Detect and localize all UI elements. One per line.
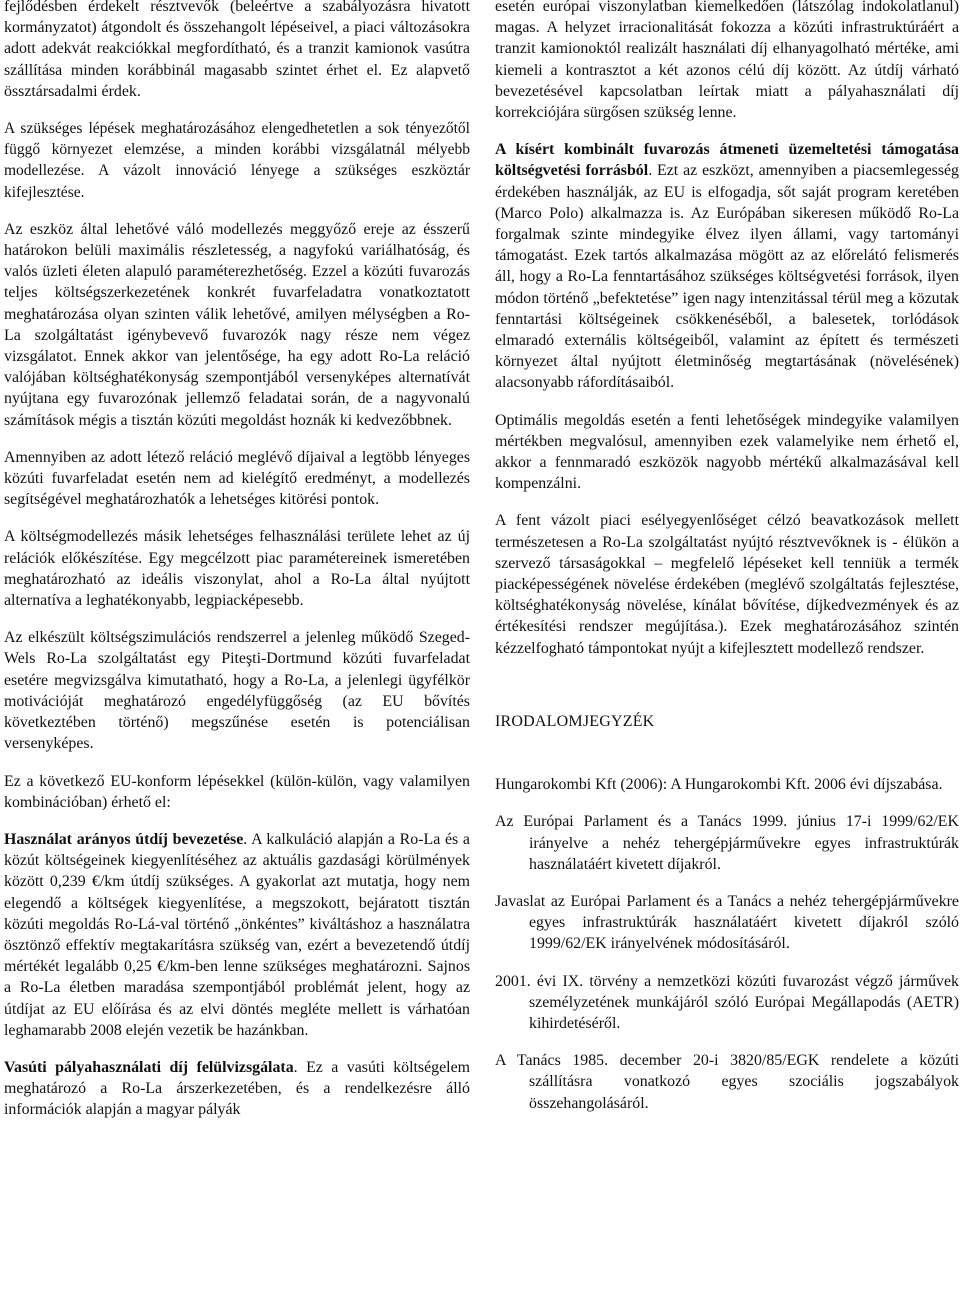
reference-item: Hungarokombi Kft (2006): A Hungarokombi Kft. 2006 évi díjszabása.	[495, 776, 943, 794]
references-heading: IRODALOMJEGYZÉK	[495, 712, 655, 730]
left-column	[4, 0, 470, 1137]
reference-item: Az Európai Parlament és a Tanács 1999. június 17-i 1999/62/EK irányelve a nehéz tehergépjárművekre egyes infrastruktúrák használatáért kivetett díjakról.	[495, 813, 959, 873]
bold-lead: A kísért kombinált fuvarozás átmeneti üzemeltetési támogatása költségvetési forrásból	[495, 141, 959, 180]
paragraph-text: . A kalkuláció alapján a Ro-La és a közút költségeinek kiegyenlítéséhez az aktuális gazdasági körülmények között 0,239 €/km útdíj szükséges. A gyakorlat azt mutatja, hogy nem elegendő a költségek kiegyenlítése, a megszokott, bejáratott tisztán közúti megoldás Ro-Lá-val történő „önkéntes” kiváltáshoz a használatra ösztönző effektív megtakarításra szükség van, ezért a bevezetendő útdíj mértékét legalább 0,25 €/km-ben lenne szükséges meghatározni. Sajnos a Ro-La életben maradása szempontjából problémát jelent, hogy az útdíjat az EU előírása és az elvi döntés megléte mellett is várhatóan leghamarabb 2008 elején vezetik be hazánkban.	[4, 830, 470, 1039]
reference-list	[495, 774, 959, 1114]
reference-item: 2001. évi IX. törvény a nemzetközi közúti fuvarozást végző járművek személyzetének munkájáról szóló Európai Megállapodás (AETR) kihirdetéséről.	[495, 972, 959, 1032]
bold-lead: Vasúti pályahasználati díj felülvizsgálata	[4, 1058, 294, 1076]
reference-item: Javaslat az Európai Parlament és a Tanács a nehéz tehergépjárművekre egyes infrastruktúrák használatáért kivetett díjakról szóló 1999/62/EK irányelvének módosításáról.	[495, 892, 959, 953]
bold-lead: Használat arányos útdíj bevezetése	[4, 830, 244, 848]
paragraph	[4, 829, 470, 1041]
paragraph: Az elkészült költségszimulációs rendszerrel a jelenleg működő Szeged-Wels Ro-La szolgáltatást egy Piteşti-Dortmund közúti fuvarfeladat esetére megvizsgálva kimutatható, hogy a Ro-La, a jelenlegi ügyfélkör motivációját meghatározó engedélyfüggőség (az EU bővítés következtében történő) megszűnése esetén is potenciálisan versenyképes.	[4, 629, 470, 753]
paragraph	[495, 139, 959, 393]
paragraph-text: . Ez a vasúti költségelem meghatározó a Ro-La árszerkezetében, és a rendelkezésre álló információk alapján a magyar pályák	[4, 1058, 470, 1119]
paragraph: A költségmodellezés másik lehetséges felhasználási területe lehet az új relációk előkészítése. Egy megcélzott piac paramétereinek ismeretében meghatározható az ideális viszonylat, ahol a Ro-La által nyújtott alternatíva a leghatékonyabb, legpiacképesebb.	[4, 528, 470, 610]
paragraph-text: . Ezt az eszközt, amennyiben a piacsemlegesség érdekében használják, az EU is elfogadja, sőt saját program keretében (Marco Polo) alkalmazza is. Az Európában sikeresen működő Ro-La forgalmak szinte mindegyike élvez ilyen állami, vagy tartományi támogatást. Ezek tartós alkalmazása mögött az az előrelátó felismerés áll, hogy a Ro-La fenntartásához szükséges költségvetési források, ilyen módon történő „befektetése” igen nagy intenzitással térül meg a közutak fenntartási költségeinek csökkenéséből, a balesetek, torlódások elmaradó externális költségeiből, valamint az épített és természeti környezet által nyújtott életminőség megtartásának (növelésének) alacsonyabb ráfordításaiból.	[495, 162, 959, 392]
paragraph: Az eszköz által lehetővé váló modellezés meggyőző ereje az ésszerű határokon belüli maximális részletesség, a nagyfokú variálhatóság, és valós üzleti életen alapuló paraméterezhetőség. Ezzel a közúti fuvarozás teljes költségszerkezetének konkrét fuvarfeladatra vonatkoztatott meghatározása olyan szinten válik lehetővé, amilyen mélységben a Ro-La szolgáltatást igénybevevő fuvarozók nagy része nem végez vizsgálatot. Ennek akkor van jelentősége, ha egy adott Ro-La reláció valójában költséghatékonyság szempontjából versenyképes alternatívát nyújtana egy fuvarozónak jellemző feladatai során, de a nagyvonalú számítások mégis a tisztán közúti megoldást hoznák ki kedvezőbbnek.	[4, 220, 470, 429]
paragraph: A szükséges lépések meghatározásához elengedhetetlen a sok tényezőtől függő környezet elemzése, a minden korábbi vizsgálatnál mélyebb modellezése. A vázolt innováció lényege a szükséges eszköztár kifejlesztése.	[4, 120, 470, 201]
paragraph	[4, 1057, 470, 1121]
paragraph: Amennyiben az adott létező reláció meglévő díjaival a legtöbb lényeges közúti fuvarfeladat esetén nem ad kielégítő eredményt, a modellezés segítségével meghatározhatók a lehetséges kitörési pontok.	[4, 448, 470, 509]
paragraph: Optimális megoldás esetén a fenti lehetőségek mindegyike valamilyen mértékben megvalósul, amennyiben ezek valamelyike nem érhető el, akkor a fennmaradó eszközök nagyobb mértékű alkalmazásával kell kompenzálni.	[495, 411, 959, 493]
paragraph: Ez a következő EU-konform lépésekkel (külön-külön, vagy valamilyen kombinációban) érhető el:	[4, 772, 470, 811]
paragraph: A fent vázolt piaci esélyegyenlőséget célzó beavatkozások mellett természetesen a Ro-La szolgáltatást nyújtó résztvevőknek is - élükön a szervező társaságokkal – megfelelő lépéseket kell tenniük a termék piacképességének növelése érdekében (meglévő szolgáltatás fejlesztése, költséghatékonyság növelése, kínálat bővítése, díjkedvezmények és az értékesítési rendszer megújítása.). Ezek meghatározásához szintén kézzelfogható támpontokat nyújt a kifejlesztett modellező rendszer.	[495, 512, 959, 657]
right-column	[495, 0, 959, 1130]
reference-item: A Tanács 1985. december 20-i 3820/85/EGK rendelete a közúti szállításra vonatkozó egyes szociális jogszabályok összehangolásáról.	[495, 1052, 959, 1112]
paragraph: esetén európai viszonylatban kiemelkedően (látszólag indokolatlanul) magas. A helyzet irracionalitását fokozza a közúti infrastruktúráért a tranzit kamionoktól realizált használati díj elhanyagolható mértéke, ami kiemeli a kontrasztot a két azonos célú díj között. Az útdíj várható bevezetésével kapcsolatban leírtak miatt a pályahasználati díj korrekciójára sürgősen szükség lenne.	[495, 0, 959, 122]
paragraph: fejlődésben érdekelt résztvevők (beleértve a szabályozásra hivatott kormányzatot) átgondolt és összehangolt lépéseivel, a piaci változásokra adott adekvát reakciókkal megfordítható, és a tranzit kamionok vasútra szállítása minden korábbinál magasabb szintet érhet el. Ez alapvető össztársadalmi érdek.	[4, 0, 470, 100]
